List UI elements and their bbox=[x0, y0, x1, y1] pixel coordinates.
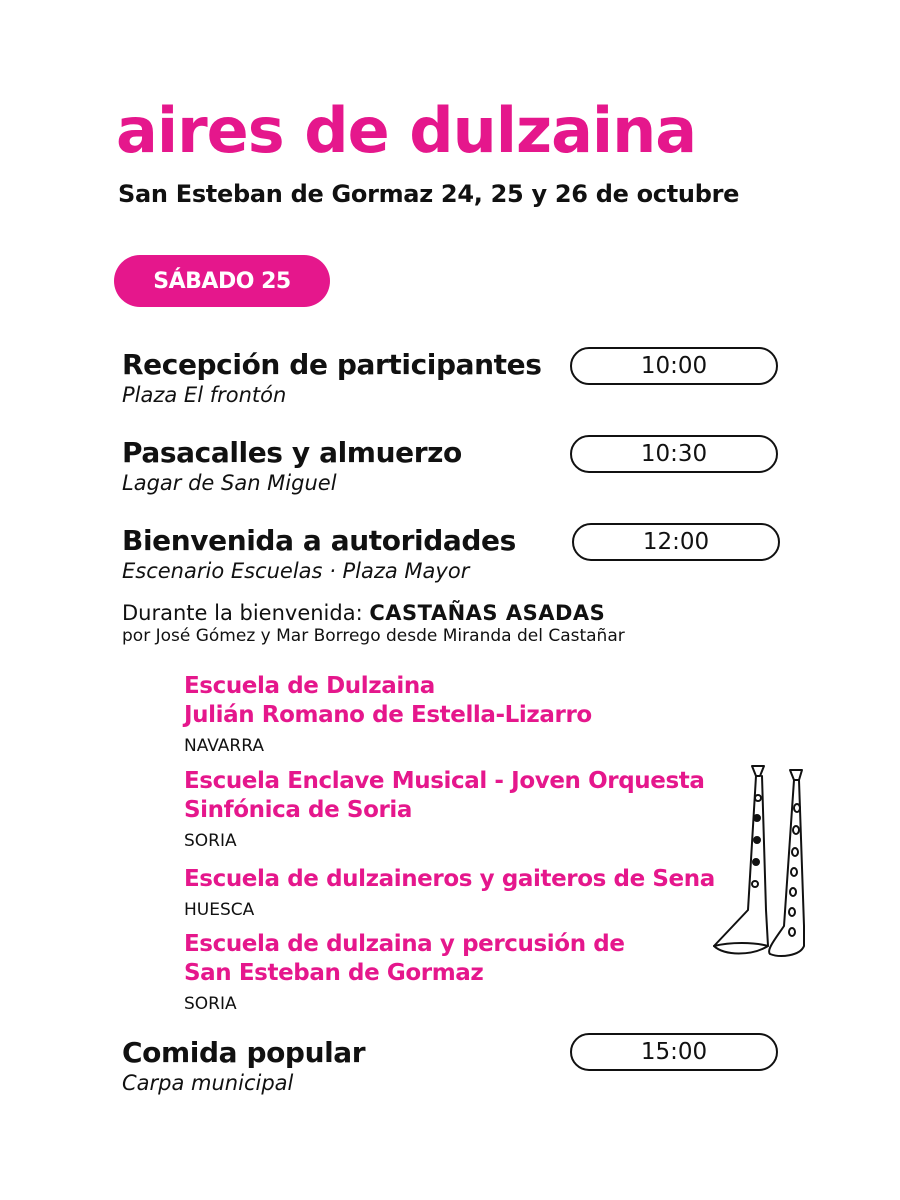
day-badge: SÁBADO 25 bbox=[114, 255, 330, 307]
school-item bbox=[184, 865, 715, 922]
school-region: NAVARRA bbox=[184, 736, 264, 756]
school-item bbox=[184, 930, 625, 1016]
event-venue: Lagar de San Miguel bbox=[122, 471, 337, 495]
school-name-line1: Escuela Enclave Musical - Joven Orquesta bbox=[184, 768, 705, 794]
event-venue: Carpa municipal bbox=[122, 1071, 294, 1095]
welcome-note bbox=[122, 600, 625, 646]
event-venue: Plaza El frontón bbox=[122, 383, 287, 407]
event-title: Comida popular bbox=[122, 1036, 366, 1069]
event-venue: Escenario Escuelas · Plaza Mayor bbox=[122, 559, 470, 583]
event-item bbox=[122, 1036, 365, 1096]
event-time: 10:30 bbox=[570, 435, 778, 473]
event-time: 12:00 bbox=[572, 523, 780, 561]
school-name-line1: Escuela de dulzaineros y gaiteros de Sena bbox=[184, 866, 715, 892]
note-credit: por José Gómez y Mar Borrego desde Miranda del Castañar bbox=[122, 626, 625, 646]
school-name-line2: San Esteban de Gormaz bbox=[184, 960, 484, 986]
event-title: Recepción de participantes bbox=[122, 348, 542, 381]
school-region: HUESCA bbox=[184, 900, 255, 920]
page-title: aires de dulzaina bbox=[116, 94, 697, 167]
school-name-line1: Escuela de dulzaina y percusión de bbox=[184, 931, 625, 957]
event-item bbox=[122, 348, 542, 408]
note-highlight: CASTAÑAS ASADAS bbox=[369, 601, 606, 625]
event-title: Pasacalles y almuerzo bbox=[122, 436, 462, 469]
event-time: 10:00 bbox=[570, 347, 778, 385]
school-region: SORIA bbox=[184, 831, 237, 851]
school-name-line2: Sinfónica de Soria bbox=[184, 797, 413, 823]
event-time: 15:00 bbox=[570, 1033, 778, 1071]
note-prefix: Durante la bienvenida: bbox=[122, 601, 370, 625]
school-region: SORIA bbox=[184, 994, 237, 1014]
note-line bbox=[122, 600, 625, 626]
event-title: Bienvenida a autoridades bbox=[122, 524, 516, 557]
school-name-line2: Julián Romano de Estella-Lizarro bbox=[184, 702, 592, 728]
event-item bbox=[122, 524, 516, 584]
page-subtitle: San Esteban de Gormaz 24, 25 y 26 de octubre bbox=[118, 180, 740, 208]
school-item bbox=[184, 672, 592, 758]
event-item bbox=[122, 436, 462, 496]
dulzaina-instruments-icon bbox=[700, 760, 820, 970]
school-name-line1: Escuela de Dulzaina bbox=[184, 673, 435, 699]
school-item bbox=[184, 767, 704, 853]
